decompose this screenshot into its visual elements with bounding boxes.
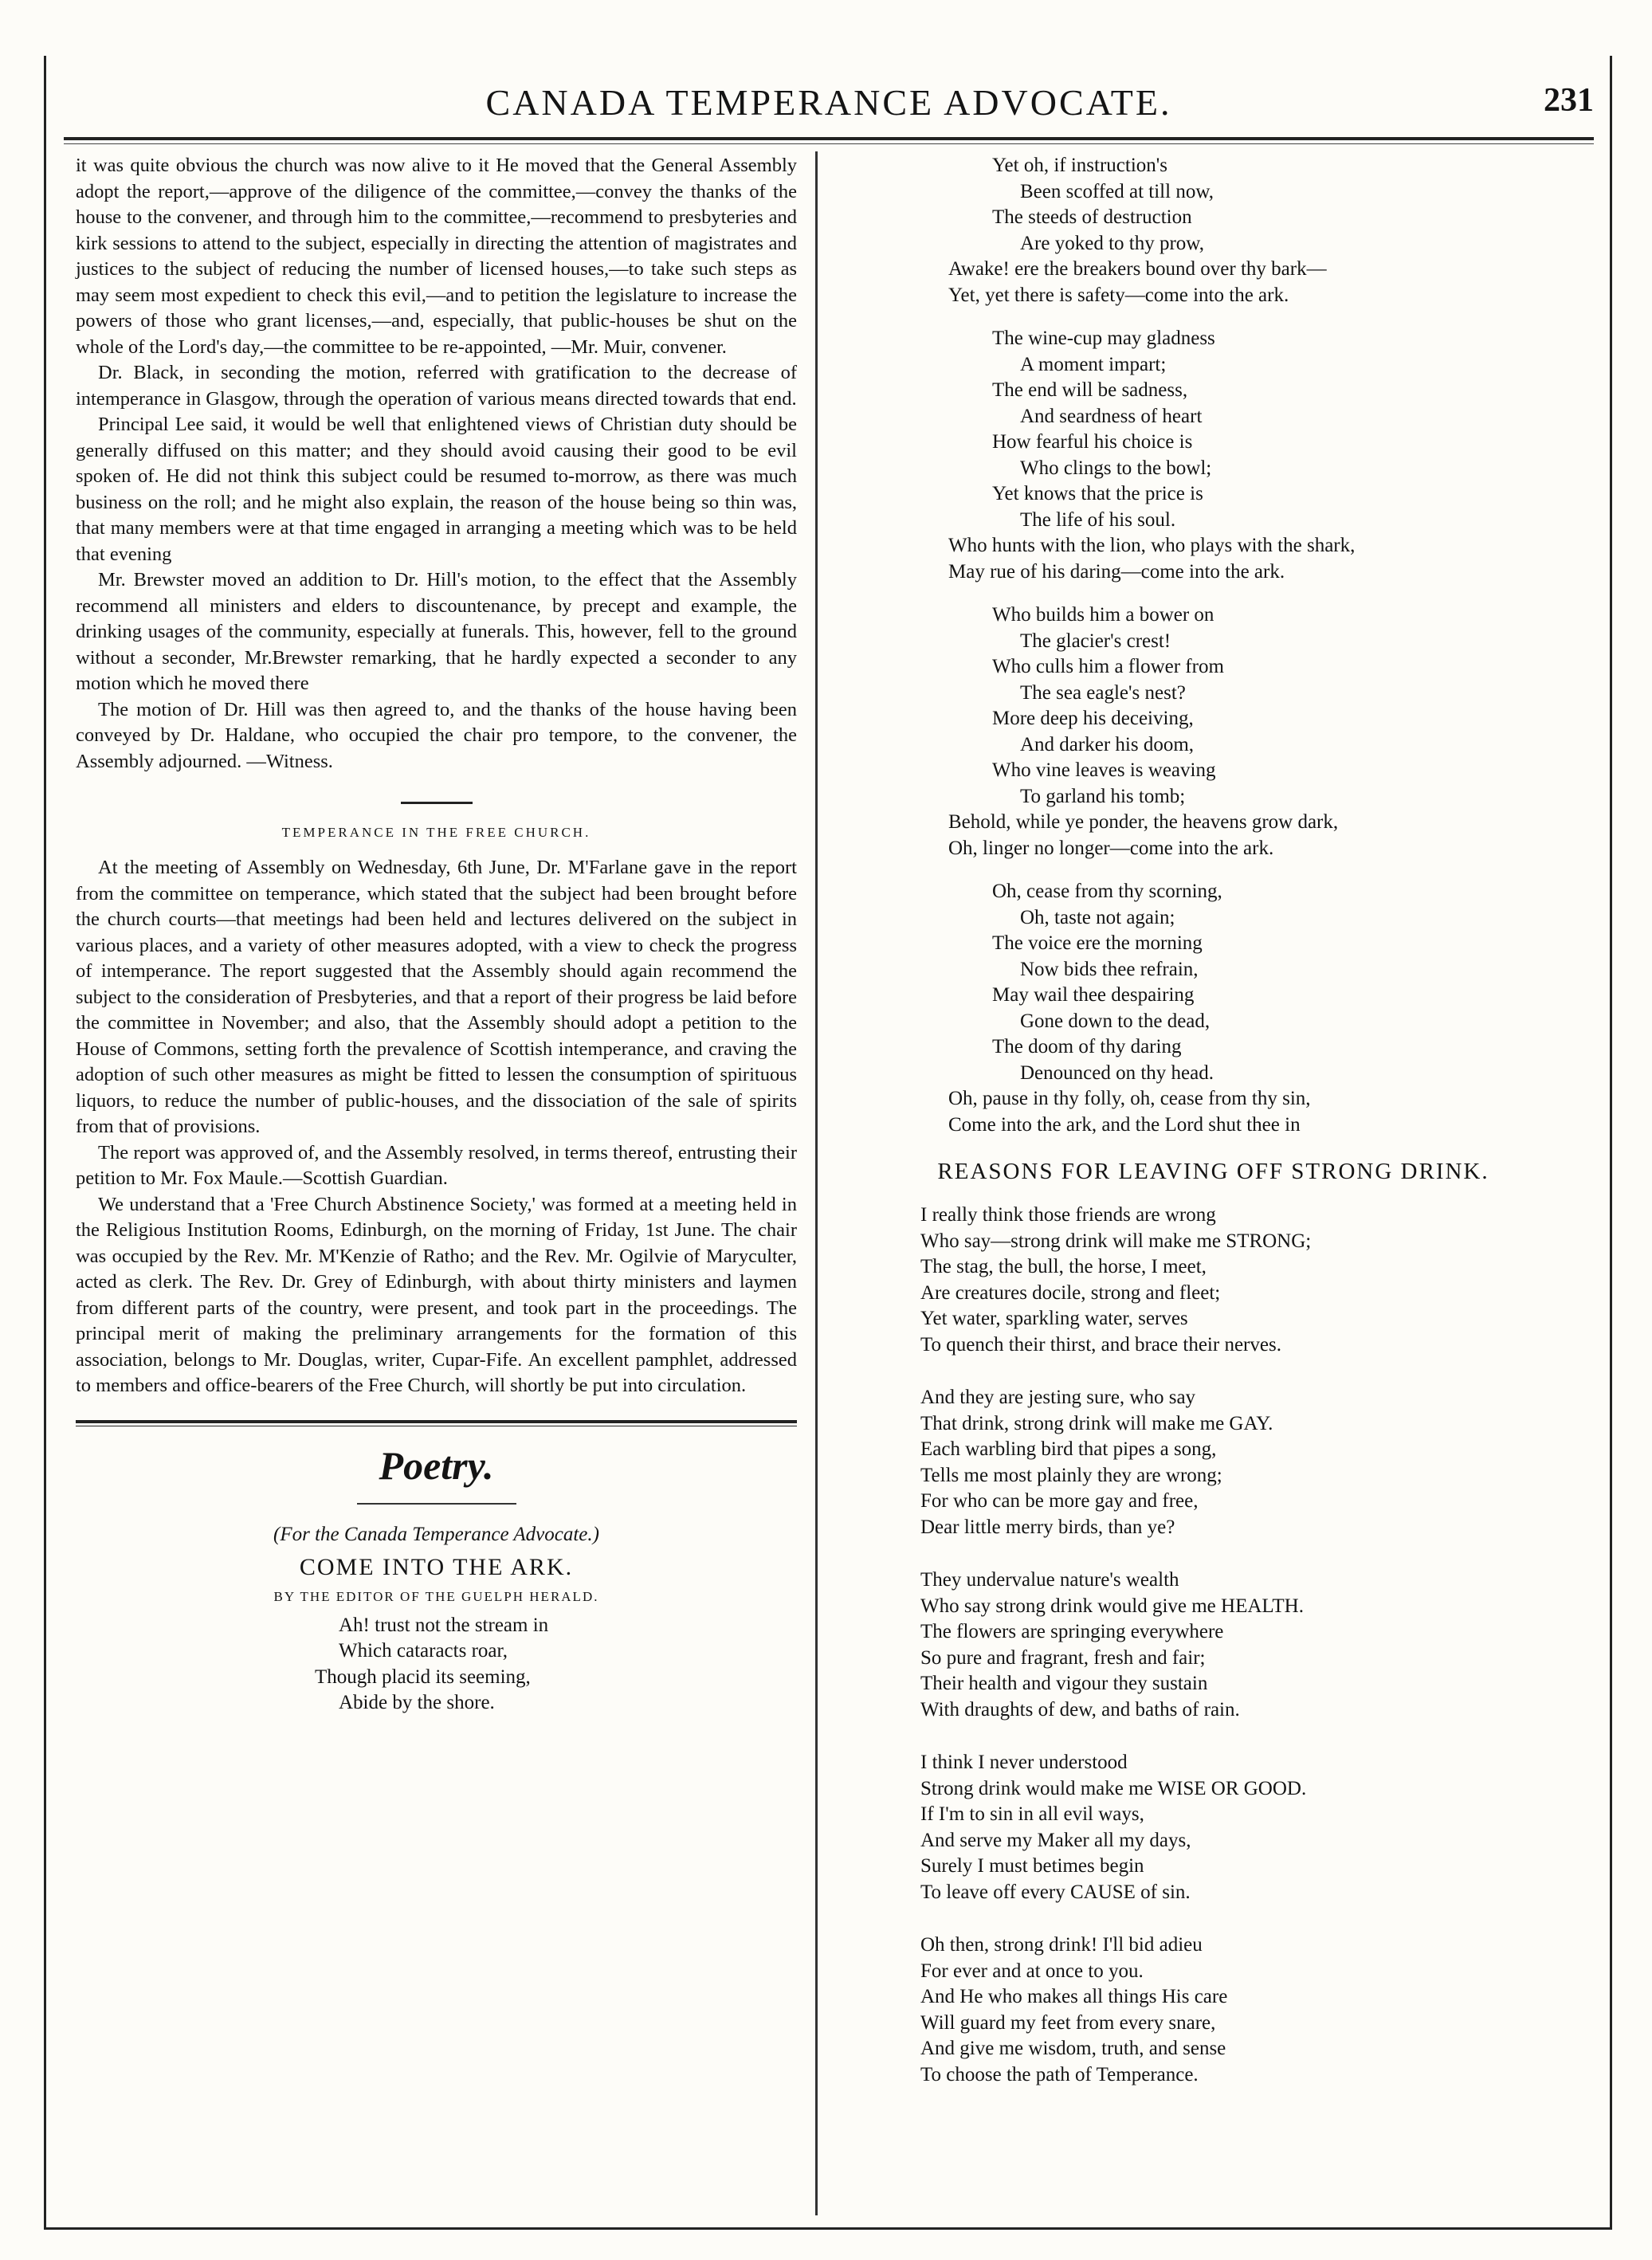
verse-line: Oh, pause in thy folly, oh, cease from thy sin,: [948, 1088, 1311, 1109]
header-rule: [64, 137, 1594, 140]
stanza: [833, 1750, 1594, 1905]
paragraph: The motion of Dr. Hill was then agreed to, and the thanks of the house having been conveyed by Dr. Haldane, who occupied the chair pro tempore, to the convener, the Assembly adjourned. —Witness.: [76, 698, 797, 772]
verse-line: Are yoked to thy prow,: [1020, 232, 1204, 254]
stanza: [833, 602, 1594, 861]
verse-line: So pure and fragrant, fresh and fair;: [920, 1646, 1206, 1669]
paragraph: it was quite obvious the church was now alive to it He moved that the General Assembly adopt the report,—approve of the diligence of the committee,—convey the thanks of the house to the convener, and through him to the committee,—recommend to presbyteries and kirk sessions to attend to the subject, especially in directing the attention of magistrates and justices to the subject of reducing the number of licensed houses,—to take such steps as may seem most expedient to check this evil,—and to petition the legislature to increase the powers of those who grant licenses,—and, especially, that public-houses be shut on the whole of the Lord's day,—the committee to be re-appointed, —Mr. Muir, convener.: [76, 155, 797, 358]
verse-line: To garland his tomb;: [1020, 785, 1186, 807]
verse-line: They undervalue nature's wealth: [920, 1569, 1179, 1591]
verse-line: Been scoffed at till now,: [1020, 180, 1214, 202]
verse-line: Behold, while ye ponder, the heavens grow dark,: [948, 811, 1339, 833]
section-divider: [401, 802, 473, 804]
verse-line: Are creatures docile, strong and fleet;: [920, 1281, 1221, 1304]
verse-line: The end will be sadness,: [992, 379, 1188, 401]
verse-line: Surely I must betimes begin: [920, 1855, 1144, 1877]
verse-line: Who say—strong drink will make me STRONG;: [920, 1230, 1312, 1252]
verse-line: Yet knows that the price is: [992, 483, 1203, 504]
verse-line: To leave off every CAUSE of sin.: [920, 1881, 1191, 1903]
stanza: [833, 879, 1594, 1138]
verse-line: Yet oh, if instruction's: [992, 155, 1168, 176]
verse-line: Awake! ere the breakers bound over thy bark—: [948, 258, 1327, 280]
verse-line: Abide by the shore.: [339, 1692, 495, 1713]
poem-byline: BY THE EDITOR OF THE GUELPH HERALD.: [273, 1588, 599, 1604]
stanza: [833, 1203, 1594, 1358]
verse-line: Who culls him a flower from: [992, 656, 1224, 677]
verse-line: The stag, the bull, the horse, I meet,: [920, 1256, 1207, 1277]
reasons-heading: REASONS FOR LEAVING OFF STRONG DRINK.: [937, 1159, 1489, 1184]
paragraph: Principal Lee said, it would be well that enlightened views of Christian duty should be generally diffused on this matter; and they should avoid causing their good to be evil spoken of. He did not think this subject could be resumed to-morrow, as there was much business on the roll; and he might also explain, the reason of the house being so thin was, that many members were at that time engaged in arranging a meeting which was to be held that evening: [76, 414, 797, 565]
verse-line: Who builds him a bower on: [992, 604, 1214, 626]
verse-line: Oh, cease from thy scorning,: [992, 881, 1222, 902]
verse-line: If I'm to sin in all evil ways,: [920, 1803, 1144, 1825]
verse-line: To quench their thirst, and brace their nerves.: [920, 1333, 1281, 1356]
double-rule: [76, 1420, 797, 1426]
free-church-article: [76, 855, 797, 1399]
verse-line: And serve my Maker all my days,: [920, 1829, 1191, 1851]
verse-line: That drink, strong drink will make me GAY.: [920, 1412, 1273, 1434]
section-heading: TEMPERANCE IN THE FREE CHURCH.: [281, 825, 591, 840]
verse-line: May wail thee despairing: [992, 984, 1195, 1006]
verse-line: Yet water, sparkling water, serves: [920, 1308, 1188, 1329]
verse-line: The steeds of destruction: [992, 206, 1192, 228]
come-into-the-ark-continued: [833, 153, 1594, 1138]
verse-line: Yet, yet there is safety—come into the ark.: [948, 284, 1289, 306]
paragraph: We understand that a 'Free Church Abstinence Society,' was formed at a meeting held in the Religious Institution Rooms, Edinburgh, on the morning of Friday, 1st June. The chair was occupied by the Rev. Mr. M'Kenzie of Ratho; and the Rev. Mr. Ogilvie of Maryculter, acted as clerk. The Rev. Dr. Grey of Edinburgh, with about thirty ministers and laymen from different parts of the country, were present, and took part in the proceedings. The principal merit of making the preliminary arrangements for the formation of this association, belongs to Mr. Douglas, writer, Cupar-Fife. An excellent pamphlet, addressed to members and office-bearers of the Free Church, will shortly be put into circulation.: [76, 1193, 797, 1396]
verse-line: The flowers are springing everywhere: [920, 1621, 1224, 1642]
verse-line: With draughts of dew, and baths of rain.: [920, 1698, 1240, 1721]
stanza: [833, 1932, 1594, 2088]
verse-line: Who clings to the bowl;: [1020, 457, 1212, 479]
verse-line: The life of his soul.: [1020, 508, 1176, 531]
verse-line: Who vine leaves is weaving: [992, 759, 1216, 781]
left-column: [76, 153, 797, 1717]
verse-line: And give me wisdom, truth, and sense: [920, 2038, 1226, 2059]
verse-line: Oh, taste not again;: [1020, 906, 1175, 928]
verse-line: The glacier's crest!: [1020, 630, 1171, 652]
verse-line: For who can be more gay and free,: [920, 1490, 1199, 1512]
paragraph: At the meeting of Assembly on Wednesday, 6th June, Dr. M'Farlane gave in the report from the committee on temperance, which stated that the subject had been brought before the church courts—that meetings had been held and lectures delivered on the subject in various places, and a variety of other measures adopted, with a view to check the progress of intemperance. The report suggested that the Assembly should again recommend the subject to the consideration of Presbyteries, and that a report of their progress be laid before the committee in November; and also, that the Assembly should adopt a petition to the House of Commons, setting forth the prevalence of Scottish intemperance, and craving the adoption of such other measures as might be fitted to lessen the consumption of spirituous liquors, to reduce the number of public-houses, and the dissociation of the sale of spirits from that of provisions.: [76, 857, 797, 1137]
verse-line: Will guard my feet from every snare,: [920, 2011, 1216, 2034]
verse-line: The doom of thy daring: [992, 1036, 1182, 1057]
verse-line: Their health and vigour they sustain: [920, 1673, 1208, 1694]
reasons-poem: [833, 1203, 1594, 2088]
verse-line: Each warbling bird that pipes a song,: [920, 1438, 1217, 1460]
verse-line: I really think those friends are wrong: [920, 1204, 1216, 1226]
verse-line: For ever and at once to you.: [920, 1960, 1144, 1982]
verse-line: More deep his deceiving,: [992, 708, 1194, 729]
verse-line: The voice ere the morning: [992, 932, 1203, 954]
verse-line: I think I never understood: [920, 1752, 1128, 1773]
verse-line: Tells me most plainly they are wrong;: [920, 1464, 1222, 1486]
verse-line: Though placid its seeming,: [315, 1666, 531, 1688]
verse-line: May rue of his daring—come into the ark.: [948, 560, 1285, 583]
short-rule: [357, 1503, 516, 1505]
verse-line: Now bids thee refrain,: [1020, 958, 1199, 980]
verse-line: Gone down to the dead,: [1020, 1010, 1211, 1032]
page-header: [64, 73, 1594, 137]
verse-line: Dear little merry birds, than ye?: [920, 1516, 1175, 1538]
masthead: CANADA TEMPERANCE ADVOCATE.: [485, 82, 1172, 123]
poem-note: (For the Canada Temperance Advocate.): [273, 1523, 599, 1545]
verse-line: Oh then, strong drink! I'll bid adieu: [920, 1934, 1203, 1956]
verse-line: Strong drink would make me WISE OR GOOD.: [920, 1777, 1307, 1799]
header-rule-thin: [64, 143, 1594, 144]
stanza: [833, 326, 1594, 585]
assembly-report-continued: [76, 153, 797, 775]
right-column: [833, 153, 1594, 2115]
page-number: 231: [1544, 82, 1594, 119]
stanza: [833, 1385, 1594, 1540]
verse-line: The wine-cup may gladness: [992, 328, 1215, 349]
verse-line: Come into the ark, and the Lord shut thee in: [948, 1113, 1301, 1136]
verse-line: And darker his doom,: [1020, 733, 1195, 755]
verse-line: Denounced on thy head.: [1020, 1061, 1214, 1084]
verse-line: To choose the path of Temperance.: [920, 2063, 1199, 2085]
verse-line: And they are jesting sure, who say: [920, 1387, 1196, 1408]
poem-title: COME INTO THE ARK.: [299, 1553, 574, 1580]
poetry-heading: Poetry.: [379, 1442, 494, 1488]
paragraph: Dr. Black, in seconding the motion, referred with gratification to the decrease of intemperance in Glasgow, through the operation of various means directed towards that end.: [76, 362, 797, 410]
verse-line: A moment impart;: [1020, 353, 1167, 375]
verse-line: How fearful his choice is: [992, 431, 1193, 453]
verse-line: Which cataracts roar,: [339, 1640, 508, 1662]
verse-line: Who hunts with the lion, who plays with the shark,: [948, 535, 1356, 556]
column-divider: [815, 151, 818, 2215]
page-border-bottom: [44, 2227, 1612, 2230]
verse-line: Ah! trust not the stream in: [339, 1614, 549, 1636]
verse-line: And He who makes all things His care: [920, 1986, 1228, 2007]
verse-line: And seardness of heart: [1020, 405, 1203, 427]
paragraph: The report was approved of, and the Assembly resolved, in terms thereof, entrusting their petition to Mr. Fox Maule.—Scottish Guardian.: [76, 1141, 797, 1189]
stanza: [833, 153, 1594, 308]
verse-line: Oh, linger no longer—come into the ark.: [948, 837, 1274, 859]
verse-line: The sea eagle's nest?: [1020, 681, 1186, 704]
poem-opening-stanza: [76, 1613, 797, 1717]
stanza: [833, 1567, 1594, 1723]
paragraph: Mr. Brewster moved an addition to Dr. Hill's motion, to the effect that the Assembly recommend all ministers and elders to discountenance, by precept and example, the drinking usages of the community, especially at funerals. This, however, fell to the ground without a seconder, Mr.Brewster remarking, that he hardly expected a seconder to any motion which he moved there: [76, 569, 797, 694]
verse-line: Who say strong drink would give me HEALTH.: [920, 1595, 1304, 1617]
